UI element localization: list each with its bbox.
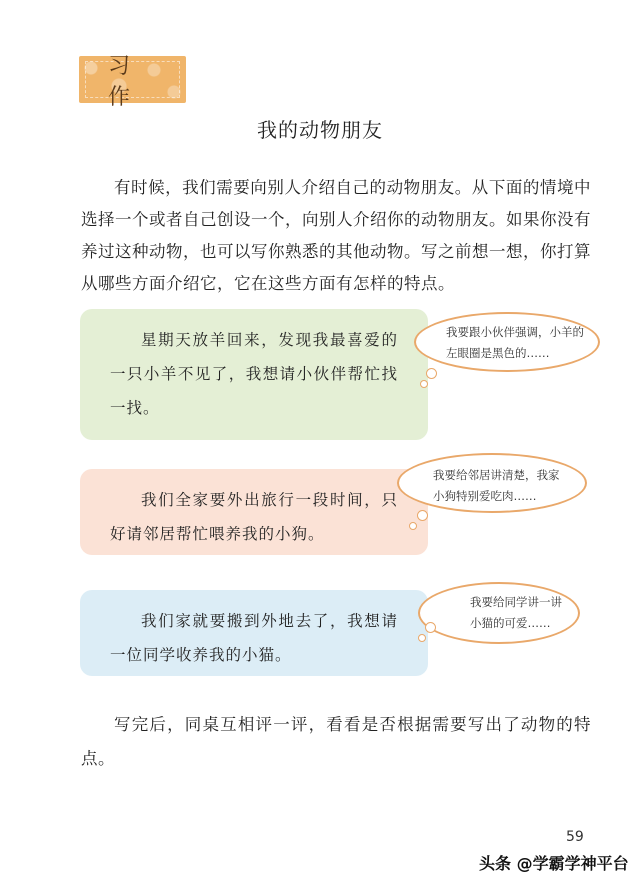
scenario-box-cat: 我们家就要搬到外地去了，我想请一位同学收养我的小猫。 bbox=[80, 590, 428, 676]
bubble-dot bbox=[420, 380, 428, 388]
thought-bubble-lamb: 我要跟小伙伴强调，小羊的左眼圈是黑色的…… bbox=[414, 312, 600, 372]
bubble-dot bbox=[417, 510, 428, 521]
bubble-dot bbox=[426, 368, 437, 379]
section-tag bbox=[79, 53, 186, 110]
page-title: 我的动物朋友 bbox=[257, 118, 383, 142]
intro-paragraph: 有时候，我们需要向别人介绍自己的动物朋友。从下面的情境中选择一个或者自己创设一个，向别人介绍你的动物朋友。如果你没有养过这种动物，也可以写你熟悉的其他动物。写之前想一想，你打算从哪些方面介绍它，它在这些方面有怎样的特点。 bbox=[81, 178, 591, 293]
watermark: 头条 @学霸学神平台 bbox=[479, 854, 629, 873]
bubble-dot bbox=[409, 522, 417, 530]
thought-bubble-cat: 我要给同学讲一讲小猫的可爱…… bbox=[418, 582, 580, 644]
scenario-box-dog: 我们全家要外出旅行一段时间，只好请邻居帮忙喂养我的小狗。 bbox=[80, 469, 428, 555]
bubble-dot bbox=[418, 634, 426, 642]
thought-bubble-dog: 我要给邻居讲清楚，我家小狗特别爱吃肉…… bbox=[397, 453, 587, 513]
page-number: 59 bbox=[566, 829, 584, 845]
scenario-box-lamb: 星期天放羊回来，发现我最喜爱的一只小羊不见了，我想请小伙伴帮忙找一找。 bbox=[80, 309, 428, 440]
outro-paragraph: 写完后，同桌互相评一评，看看是否根据需要写出了动物的特点。 bbox=[81, 715, 591, 768]
bubble-dot bbox=[425, 622, 436, 633]
section-tag-label: 习 作 bbox=[85, 61, 180, 98]
